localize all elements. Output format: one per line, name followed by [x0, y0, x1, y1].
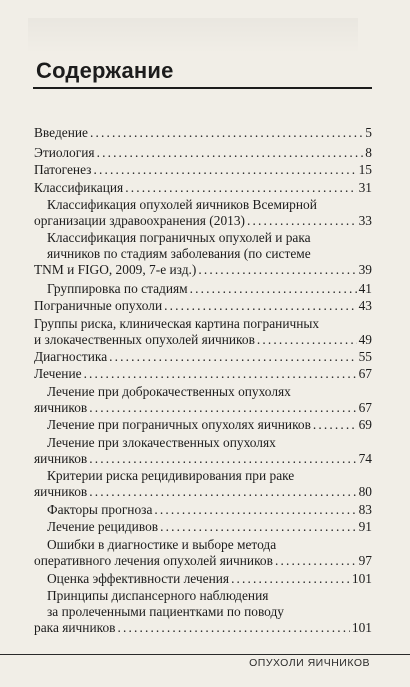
- dot-leader: [93, 162, 356, 178]
- toc-entry[interactable]: [34, 435, 372, 467]
- running-footer: ОПУХОЛИ ЯИЧНИКОВ: [249, 657, 370, 669]
- toc-entry[interactable]: [34, 468, 372, 500]
- toc-entry-row: [34, 553, 372, 569]
- dot-leader: [164, 298, 356, 314]
- toc-entry-text: Критерии риска рецидивирования при раке: [47, 468, 295, 483]
- dot-leader: [89, 400, 356, 416]
- toc-entry[interactable]: [34, 230, 372, 278]
- dot-leader: [198, 262, 356, 278]
- toc-page-number: 49: [358, 332, 372, 347]
- footer-rule: [0, 654, 410, 655]
- toc-entry-text: Классификация пограничных опухолей и рака: [47, 230, 311, 245]
- dot-leader: [97, 145, 364, 161]
- toc-page-number: 97: [358, 553, 372, 568]
- toc-entry-text: Принципы диспансерного наблюдения: [47, 588, 269, 603]
- toc-entry[interactable]: [34, 125, 372, 141]
- title-underline: [33, 87, 372, 89]
- toc-entry[interactable]: [34, 571, 372, 587]
- dot-leader: [89, 484, 356, 500]
- toc-entry-text: Группировка по стадиям: [47, 281, 188, 296]
- toc-entry-text: Лечение при пограничных опухолях яичников: [47, 417, 311, 432]
- toc-entry-text: яичников по стадиям заболевания (по системе: [47, 246, 311, 261]
- toc-entry[interactable]: [34, 180, 372, 196]
- toc-entry-row: [34, 145, 372, 161]
- toc-entry-text: и злокачественных опухолей яичников: [34, 332, 255, 347]
- dot-leader: [89, 451, 356, 467]
- toc-entry-row: [34, 502, 372, 518]
- toc-entry-text: за пролеченными пациентками по поводу: [47, 604, 285, 619]
- toc-entry-row: [34, 125, 372, 141]
- toc-page-number: 31: [358, 180, 372, 195]
- toc-entry[interactable]: [34, 281, 372, 297]
- dot-leader: [84, 366, 357, 382]
- toc-entry-row: [34, 162, 372, 178]
- toc-entry-text: Факторы прогноза: [47, 502, 153, 517]
- dot-leader: [154, 502, 356, 518]
- toc-entry[interactable]: [34, 537, 372, 569]
- toc-entry-row: [34, 451, 372, 467]
- toc-page-number: 43: [358, 298, 372, 313]
- toc-entry-text: Классификация: [34, 180, 124, 195]
- toc-page-number: 15: [358, 162, 372, 177]
- toc-page-number: 67: [358, 400, 372, 415]
- toc-entry-text: Лечение: [34, 366, 82, 381]
- toc-entry[interactable]: [34, 588, 372, 636]
- toc-page-number: 41: [358, 281, 372, 296]
- toc-entry-text: яичников: [34, 400, 88, 415]
- dot-leader: [275, 553, 357, 569]
- toc-entry-row: [34, 262, 372, 278]
- dot-leader: [90, 125, 363, 141]
- toc-entry[interactable]: [34, 145, 372, 161]
- toc-entry-row: [34, 180, 372, 196]
- toc-entry-text: TNM и FIGO, 2009, 7-е изд.): [34, 262, 197, 277]
- toc-page-number: 69: [358, 417, 372, 432]
- toc-entry-row: [34, 400, 372, 416]
- toc-entry[interactable]: [34, 349, 372, 365]
- toc-page-number: 101: [351, 571, 372, 586]
- toc-entry-row: [34, 484, 372, 500]
- previous-page-bleed: [28, 18, 358, 54]
- toc-entry-text: Пограничные опухоли: [34, 298, 163, 313]
- toc-page-number: 55: [358, 349, 372, 364]
- dot-leader: [109, 349, 356, 365]
- toc-entry-text: Ошибки в диагностике и выборе метода: [47, 537, 277, 552]
- toc-page-number: 101: [351, 620, 372, 635]
- toc-entry-row: [34, 571, 372, 587]
- toc-entry-text: Лечение при доброкачественных опухолях: [47, 384, 291, 399]
- toc-entry-row: [34, 519, 372, 535]
- toc-entry[interactable]: [34, 519, 372, 535]
- toc-entry[interactable]: [34, 417, 372, 433]
- toc-entry-text: оперативного лечения опухолей яичников: [34, 553, 273, 568]
- toc-entry[interactable]: [34, 384, 372, 416]
- toc-page-number: 67: [358, 366, 372, 381]
- toc-page-number: 83: [358, 502, 372, 517]
- toc-entry-text: организации здравоохранения (2013): [34, 213, 246, 228]
- toc-entry[interactable]: [34, 316, 372, 348]
- dot-leader: [231, 571, 350, 587]
- toc-entry-text: яичников: [34, 484, 88, 499]
- toc-entry[interactable]: [34, 502, 372, 518]
- toc-page-number: 74: [358, 451, 372, 466]
- toc-entry-text: Лечение рецидивов: [47, 519, 159, 534]
- dot-leader: [257, 332, 357, 348]
- toc-entry-row: [34, 213, 372, 229]
- page-title: Содержание: [36, 58, 174, 83]
- toc-entry-row: [34, 417, 372, 433]
- toc-entry-row: [34, 620, 372, 636]
- toc-entry-text: Патогенез: [34, 162, 92, 177]
- toc-entry-text: Введение: [34, 125, 88, 140]
- dot-leader: [313, 417, 357, 433]
- toc-entry-row: [34, 298, 372, 314]
- toc-entry-text: Классификация опухолей яичников Всемирной: [47, 197, 317, 212]
- toc-entry-text: Диагностика: [34, 349, 108, 364]
- toc-entry-text: яичников: [34, 451, 88, 466]
- toc-entry-text: Оценка эффективности лечения: [47, 571, 230, 586]
- toc-entry-text: Лечение при злокачественных опухолях: [47, 435, 276, 450]
- toc-page-number: 80: [358, 484, 372, 499]
- toc-entry-row: [34, 281, 372, 297]
- dot-leader: [190, 281, 357, 297]
- toc-entry-text: Группы риска, клиническая картина пограничных: [34, 316, 320, 331]
- toc-entry-row: [34, 366, 372, 382]
- dot-leader: [247, 213, 357, 229]
- toc-entry-text: Этиология: [34, 145, 95, 160]
- toc-entry-text: рака яичников: [34, 620, 116, 635]
- toc-entry[interactable]: [34, 197, 372, 229]
- toc-page-number: 39: [358, 262, 372, 277]
- toc-page-number: 91: [358, 519, 372, 534]
- toc-entry[interactable]: [34, 366, 372, 382]
- toc-page-number: 5: [365, 125, 372, 140]
- toc-entry[interactable]: [34, 298, 372, 314]
- toc-entry-row: [34, 332, 372, 348]
- dot-leader: [160, 519, 357, 535]
- toc-page-number: 33: [358, 213, 372, 228]
- toc-entry[interactable]: [34, 162, 372, 178]
- toc-entry-row: [34, 349, 372, 365]
- dot-leader: [125, 180, 356, 196]
- toc-page-number: 8: [365, 145, 372, 160]
- dot-leader: [117, 620, 349, 636]
